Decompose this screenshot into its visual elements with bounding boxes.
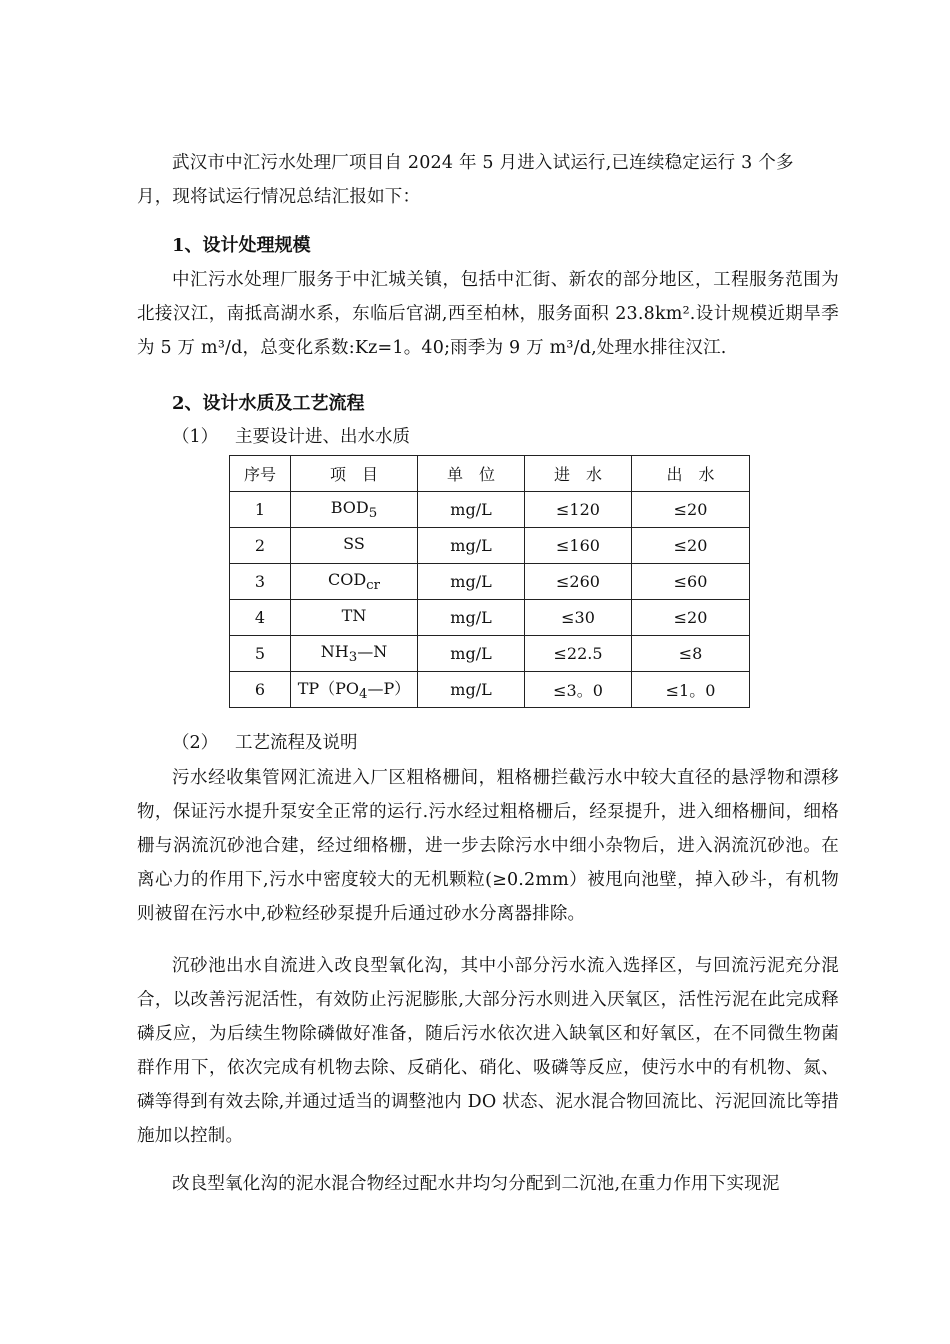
process-paragraph-3: 改良型氧化沟的泥水混合物经过配水井均匀分配到二沉池,在重力作用下实现泥: [172, 1174, 780, 1194]
cell-unit: mg/L: [418, 528, 525, 564]
cell-inflow: ≤3。0: [525, 672, 632, 708]
table-row: [230, 528, 750, 564]
cell-no: 2: [230, 528, 291, 564]
cell-outflow: ≤20: [632, 528, 750, 564]
process-paragraph-1: 污水经收集管网汇流进入厂区粗格栅间，粗格栅拦截污水中较大直径的悬浮物和漂移物，保证污水提升泵安全正常的运行.污水经过粗格栅后，经泵提升，进入细格栅间，细格栅与涡流沉砂池合建，经过细格栅，进一步去除污水中细小杂物后，进入涡流沉砂池。在离心力的作用下,污水中密度较大的无机颗粒(≥0.2mm）被甩向池壁，掉入砂斗，有机物则被留在污水中,砂粒经砂泵提升后通过砂水分离器排除。: [137, 768, 839, 924]
subsection-2-title: [172, 729, 358, 757]
cell-inflow: ≤120: [525, 492, 632, 528]
cell-outflow: ≤8: [632, 636, 750, 672]
cell-item: $NH_3—N$: [291, 636, 418, 672]
process-paragraph-2: 沉砂池出水自流进入改良型氧化沟，其中小部分污水流入选择区，与回流污泥充分混合，以改善污泥活性，有效防止污泥膨胀,大部分污水则进入厌氧区，活性污泥在此完成释磷反应，为后续生物除磷做好准备，随后污水依次进入缺氧区和好氧区，在不同微生物菌群作用下，依次完成有机物去除、反硝化、硝化、吸磷等反应，使污水中的有机物、氮、磷等得到有效去除,并通过适当的调整池内 DO 状态、泥水混合物回流比、污泥回流比等措施加以控制。: [137, 956, 839, 1146]
cell-inflow: ≤160: [525, 528, 632, 564]
water-quality-table: [229, 455, 750, 708]
subsection-1-number: （1）: [172, 427, 219, 447]
intro-line-2: 月，现将试运行情况总结汇报如下：: [137, 187, 421, 207]
table-row: [230, 636, 750, 672]
cell-no: 4: [230, 600, 291, 636]
section-1-body: 中汇污水处理厂服务于中汇城关镇，包括中汇街、新农的部分地区，工程服务范围为北接汉江，南抵高湖水系，东临后官湖,西至柏林，服务面积 23.8km².设计规模近期旱季为 5 万 m³/d，总变化系数:Kz=1。40;雨季为 9 万 m³/d,处理水排往汉江.: [137, 270, 839, 358]
cell-unit: mg/L: [418, 492, 525, 528]
table-row: [230, 600, 750, 636]
cell-no: 6: [230, 672, 291, 708]
cell-item: $COD_{cr}$: [291, 564, 418, 600]
section-1-heading: 1、设计处理规模: [172, 235, 311, 256]
table-row: [230, 564, 750, 600]
header-no: 序号: [230, 456, 291, 492]
cell-inflow: ≤22.5: [525, 636, 632, 672]
cell-unit: mg/L: [418, 672, 525, 708]
cell-item: $BOD_5$: [291, 492, 418, 528]
cell-outflow: ≤20: [632, 600, 750, 636]
cell-inflow: ≤260: [525, 564, 632, 600]
cell-outflow: ≤1。0: [632, 672, 750, 708]
cell-no: 1: [230, 492, 291, 528]
header-outflow: 出 水: [632, 456, 750, 492]
cell-item: SS: [291, 528, 418, 564]
cell-no: 3: [230, 564, 291, 600]
subsection-1-title: [172, 423, 410, 451]
cell-outflow: ≤20: [632, 492, 750, 528]
subsection-2-number: （2）: [172, 733, 219, 753]
subsection-1-text: 主要设计进、出水水质: [235, 427, 410, 447]
section-2-heading: 2、设计水质及工艺流程: [172, 393, 365, 414]
table-row: [230, 672, 750, 708]
cell-outflow: ≤60: [632, 564, 750, 600]
cell-unit: mg/L: [418, 564, 525, 600]
subsection-2-text: 工艺流程及说明: [235, 733, 358, 753]
cell-item: $TP(PO_4—P)$: [291, 672, 418, 708]
header-item: 项 目: [291, 456, 418, 492]
cell-item: TN: [291, 600, 418, 636]
cell-unit: mg/L: [418, 600, 525, 636]
cell-no: 5: [230, 636, 291, 672]
intro-line-1: 武汉市中汇污水处理厂项目自 2024 年 5 月进入试运行,已连续稳定运行 3 个多: [172, 153, 794, 173]
header-inflow: 进 水: [525, 456, 632, 492]
intro-paragraph: [137, 146, 839, 214]
header-unit: 单 位: [418, 456, 525, 492]
table-row: [230, 492, 750, 528]
table-header-row: [230, 456, 750, 492]
cell-inflow: ≤30: [525, 600, 632, 636]
cell-unit: mg/L: [418, 636, 525, 672]
